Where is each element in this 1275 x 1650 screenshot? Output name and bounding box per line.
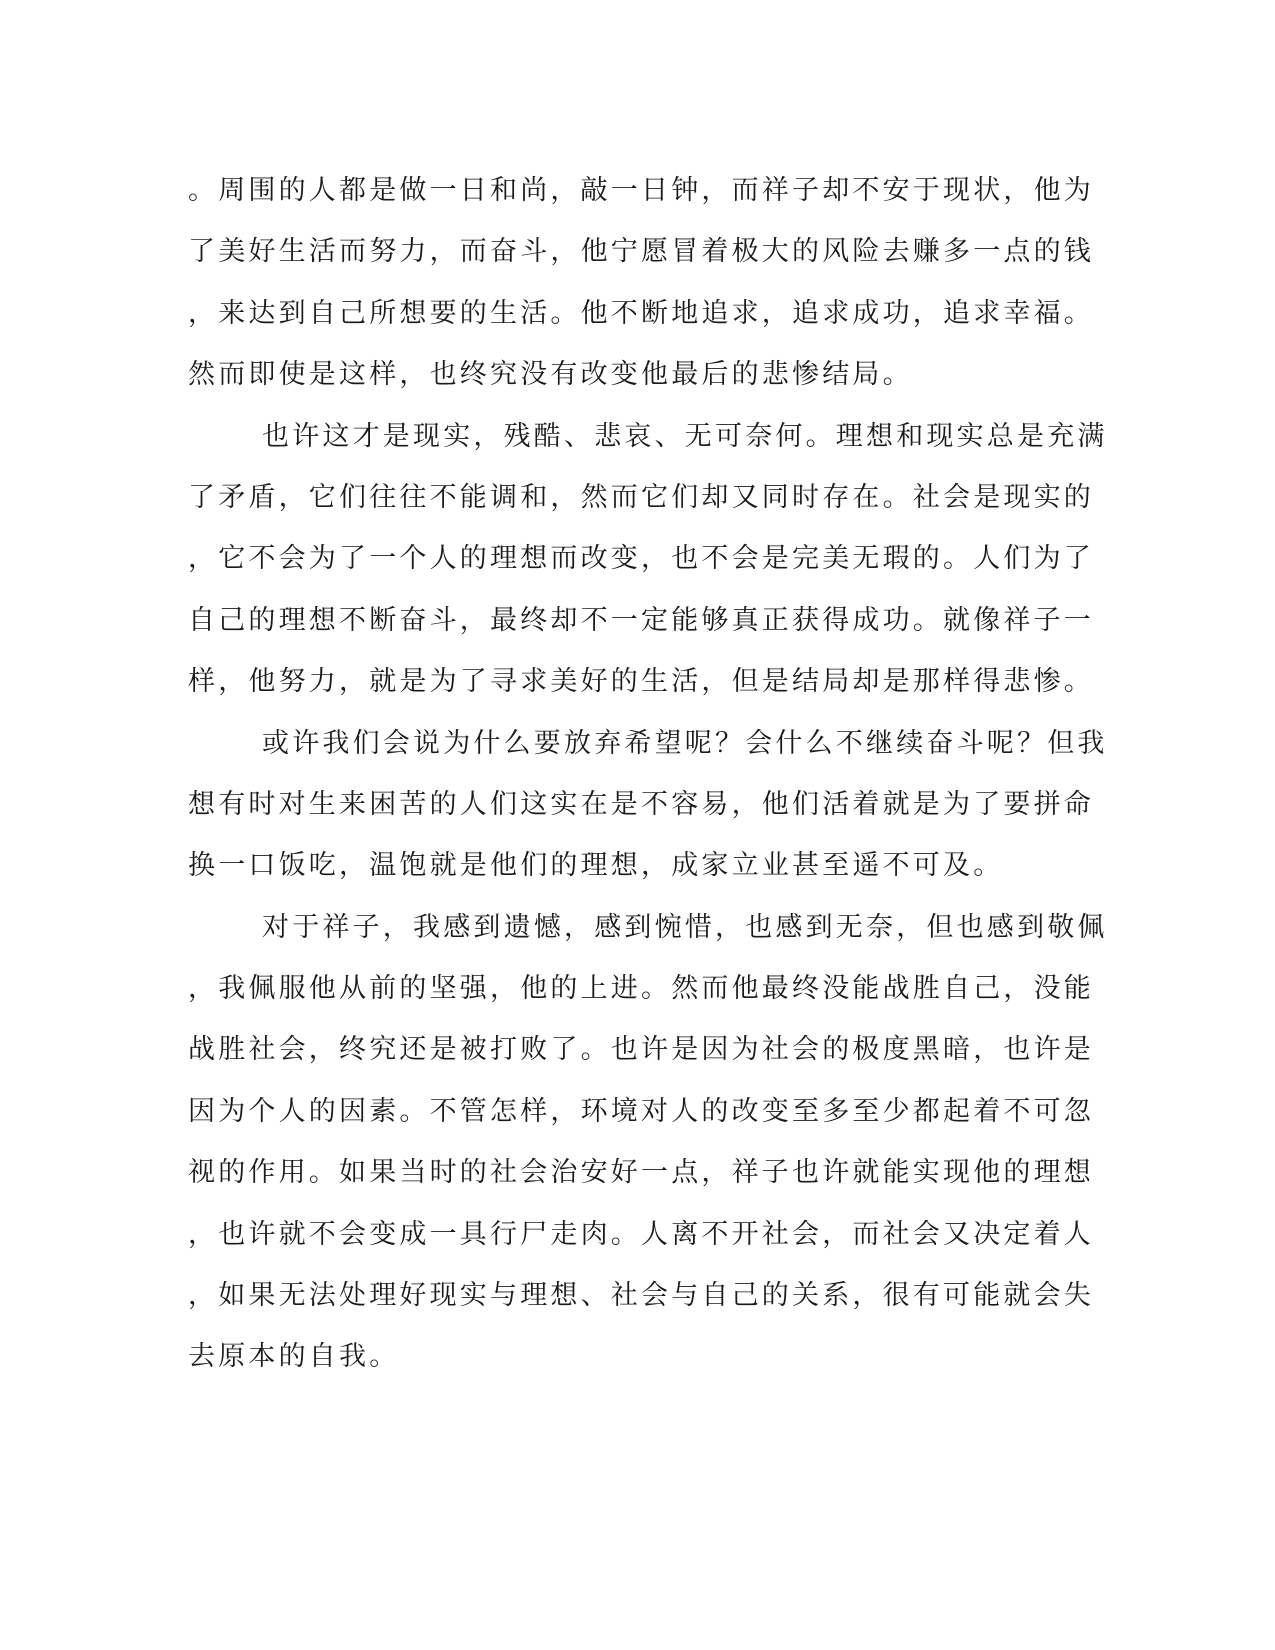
- text-line: ，如果无法处理好现实与理想、社会与自己的关系，很有可能就会失: [188, 1280, 1094, 1312]
- text-line: 了矛盾，它们往往不能调和，然而它们却又同时存在。社会是现实的: [188, 481, 1094, 513]
- text-line: 视的作用。如果当时的社会治安好一点，祥子也许就能实现他的理想: [188, 1157, 1094, 1189]
- paragraph-start-line: 也许这才是现实，残酷、悲哀、无可奈何。理想和现实总是充满: [262, 420, 1108, 452]
- paragraph-start-line: 对于祥子，我感到遗憾，感到惋惜，也感到无奈，但也感到敬佩: [262, 911, 1108, 943]
- text-line: 战胜社会，终究还是被打败了。也许是因为社会的极度黑暗，也许是: [188, 1034, 1094, 1066]
- essay-text: [188, 160, 1108, 1388]
- text-line: ，来达到自己所想要的生活。他不断地追求，追求成功，追求幸福。: [188, 297, 1094, 329]
- text-line: ，也许就不会变成一具行尸走肉。人离不开社会，而社会又决定着人: [188, 1218, 1094, 1250]
- text-line: 样，他努力，就是为了寻求美好的生活，但是结局却是那样得悲惨。: [188, 666, 1094, 698]
- text-line: ，它不会为了一个人的理想而改变，也不会是完美无瑕的。人们为了: [188, 543, 1094, 575]
- text-line: 了美好生活而努力，而奋斗，他宁愿冒着极大的风险去赚多一点的钱: [188, 236, 1094, 268]
- text-line: 。周围的人都是做一日和尚，敲一日钟，而祥子却不安于现状，他为: [188, 175, 1094, 206]
- text-line: 想有时对生来困苦的人们这实在是不容易，他们活着就是为了要拼命: [188, 788, 1094, 820]
- text-line: 去原本的自我。: [188, 1341, 400, 1373]
- text-line: 因为个人的因素。不管怎样，环境对人的改变至多至少都起着不可忽: [188, 1095, 1094, 1127]
- text-line: ，我佩服他从前的坚强，他的上进。然而他最终没能战胜自己，没能: [188, 973, 1094, 1005]
- text-line: 换一口饭吃，温饱就是他们的理想，成家立业甚至遥不可及。: [188, 850, 1004, 882]
- paragraph-start-line: 或许我们会说为什么要放弃希望呢？会什么不继续奋斗呢？但我: [262, 727, 1108, 759]
- text-line: 然而即使是这样，也终究没有改变他最后的悲惨结局。: [188, 359, 913, 391]
- text-line: 自己的理想不断奋斗，最终却不一定能够真正获得成功。就像祥子一: [188, 604, 1094, 636]
